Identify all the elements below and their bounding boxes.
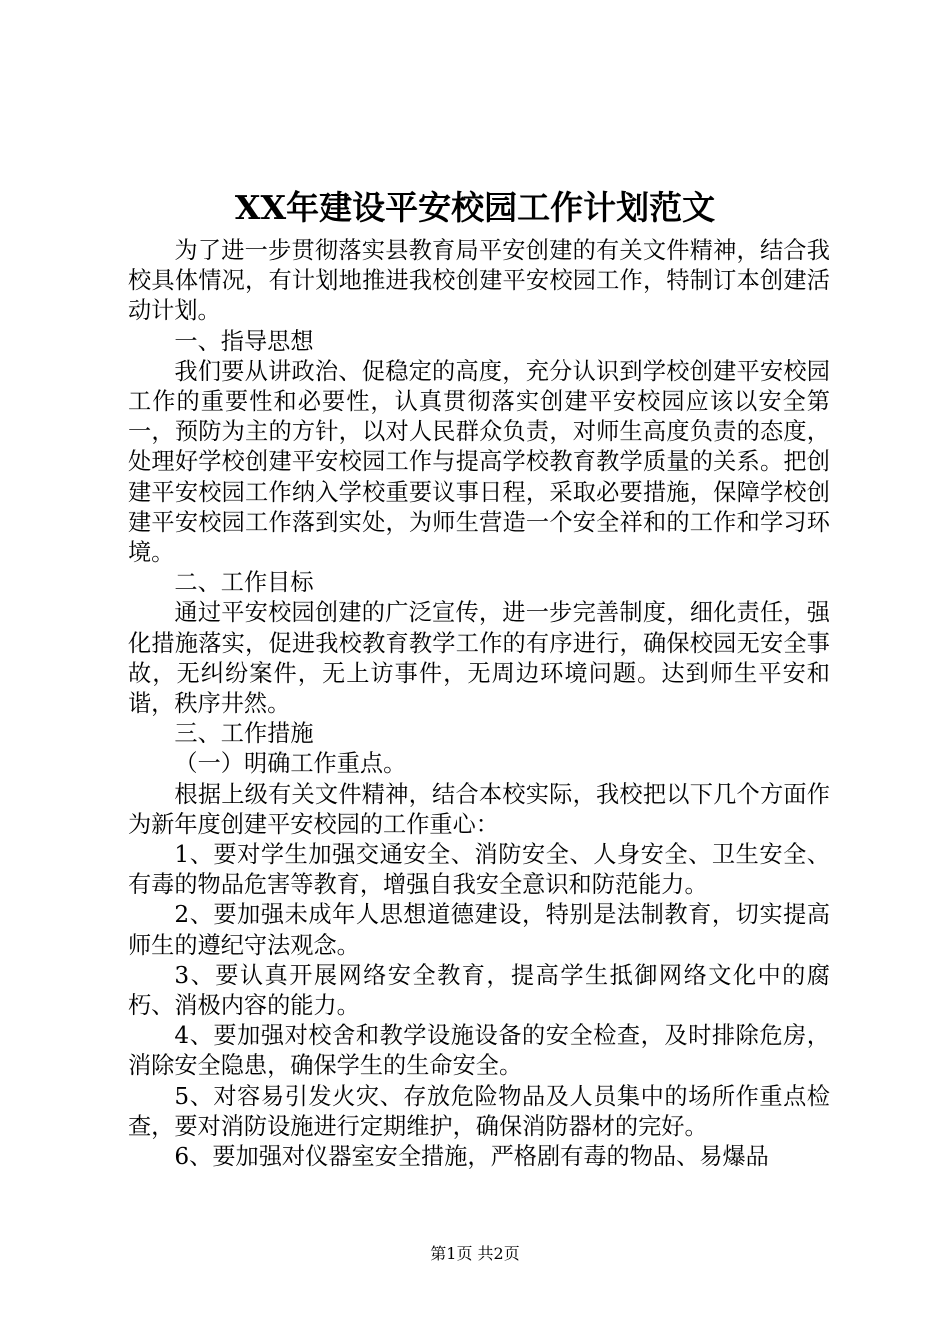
section-heading-work-measures: 三、工作措施 (174, 720, 314, 748)
document-body (128, 236, 830, 1172)
subsection-heading-work-focus: （一）明确工作重点。 (174, 750, 407, 778)
paragraph-intro: 为了进一步贯彻落实县教育局平安创建的有关文件精神，结合我校具体情况，有计划地推进我校创建平安校园工作，特制订本创建活动计划。 (128, 237, 830, 325)
section-heading-work-goals: 二、工作目标 (174, 569, 314, 597)
list-item-1: 1、要对学生加强交通安全、消防安全、人身安全、卫生安全、有毒的物品危害等教育，增强自我安全意识和防范能力。 (128, 841, 830, 899)
paragraph-work-goals: 通过平安校园创建的广泛宣传，进一步完善制度，细化责任，强化措施落实，促进我校教育教学工作的有序进行，确保校园无安全事故，无纠纷案件，无上访事件，无周边环境问题。达到师生平安和谐，秩序井然。 (128, 599, 830, 718)
list-item-6: 6、要加强对仪器室安全措施，严格剧有毒的物品、易爆品 (174, 1143, 769, 1171)
paragraph-work-focus-intro: 根据上级有关文件精神，结合本校实际，我校把以下几个方面作为新年度创建平安校园的工作重心： (128, 780, 830, 838)
page-number-footer: 第1页 共2页 (430, 1244, 520, 1263)
list-item-2: 2、要加强未成年人思想道德建设，特别是法制教育，切实提高师生的遵纪守法观念。 (128, 901, 830, 959)
section-heading-guiding-ideology: 一、指导思想 (174, 327, 314, 355)
document-title: XX年建设平安校园工作计划范文 (234, 188, 716, 227)
list-item-5: 5、对容易引发火灾、存放危险物品及人员集中的场所作重点检查，要对消防设施进行定期维护，确保消防器材的完好。 (128, 1082, 830, 1140)
paragraph-guiding-ideology: 我们要从讲政治、促稳定的高度，充分认识到学校创建平安校园工作的重要性和必要性，认真贯彻落实创建平安校园应该以安全第一，预防为主的方针，以对人民群众负责，对师生高度负责的态度，处理好学校创建平安校园工作与提高学校教育教学质量的关系。把创建平安校园工作纳入学校重要议事日程，采取必要措施，保障学校创建平安校园工作落到实处，为师生营造一个安全祥和的工作和学习环境。 (128, 357, 830, 567)
list-item-4: 4、要加强对校舍和教学设施设备的安全检查，及时排除危房，消除安全隐患，确保学生的生命安全。 (128, 1022, 830, 1080)
list-item-3: 3、要认真开展网络安全教育，提高学生抵御网络文化中的腐朽、消极内容的能力。 (128, 961, 830, 1020)
